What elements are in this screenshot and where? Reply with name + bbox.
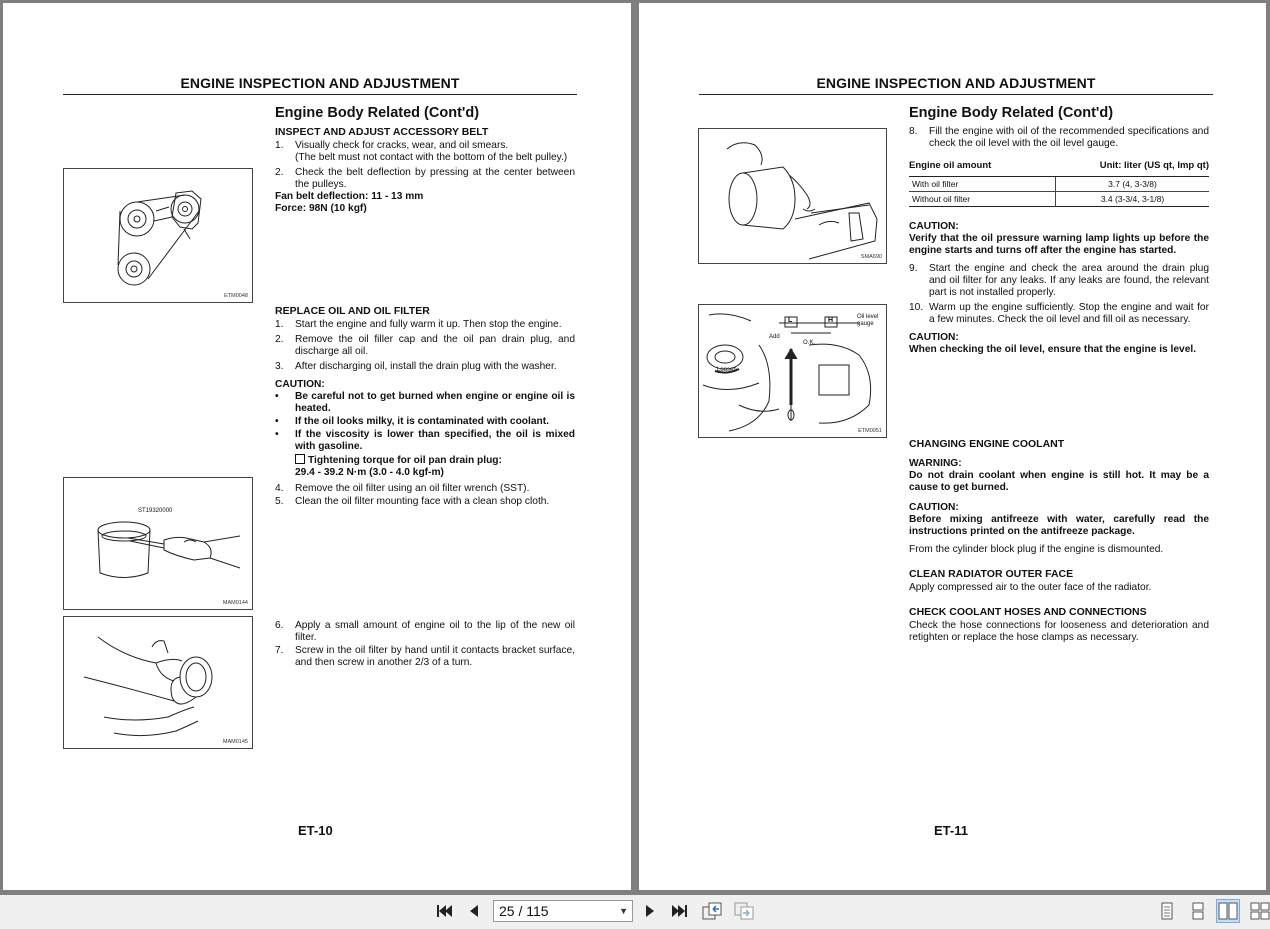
steps-9-10 (909, 263, 1209, 326)
figure-code: MAM0144 (222, 600, 248, 606)
oil-gauge-figure (698, 304, 887, 438)
pour-oil-drawing (699, 129, 888, 265)
list-item: 3. After discharging oil, install the drain plug with the washer. (275, 361, 557, 372)
first-page-icon[interactable] (432, 899, 456, 923)
page-indicator: 25 / 115 (499, 903, 549, 919)
belt-heading: INSPECT AND ADJUST ACCESSORY BELT (275, 126, 489, 138)
header-rule (63, 94, 577, 95)
list-item: 4. Remove the oil filter using an oil filter wrench (SST). (275, 483, 530, 494)
right-text-column (909, 105, 1209, 644)
oil-steps-3 (275, 620, 575, 669)
gauge-ok-label: O.K. (803, 340, 816, 346)
gauge-H-label: H (828, 317, 834, 324)
single-page-view-icon[interactable] (1155, 899, 1179, 923)
list-item: • Be careful not to get burned when engine or engine oil is heated. (275, 391, 575, 414)
tool-label: ST19320000 (138, 508, 173, 514)
caution-label: CAUTION: (909, 221, 959, 232)
list-item: • If the viscosity is lower than specified, the oil is mixed with gasoline. (275, 429, 575, 452)
caution-list (275, 391, 575, 453)
belt-force-spec: Force: 98N (10 kgf) (275, 203, 367, 214)
coolant-note: From the cylinder block plug if the engine is dismounted. (909, 544, 1164, 555)
gauge-loosen-label: Loosen (717, 367, 737, 373)
viewer-toolbar (0, 895, 1270, 929)
torque-icon (295, 454, 305, 464)
radiator-text: Apply compressed air to the outer face of the radiator. (909, 582, 1152, 593)
coolant-heading: CHANGING ENGINE COOLANT (909, 438, 1065, 450)
hoses-text: Check the hose connections for looseness and deterioration and retighten or replace the hose clamps as necessary. (909, 620, 1209, 643)
oil-steps (275, 319, 575, 373)
oil-amount-unit: Unit: liter (US qt, Imp qt) (1099, 160, 1209, 171)
figure-code: MAM0145 (222, 739, 248, 745)
section-title: Engine Body Related (Cont'd) (909, 105, 1114, 121)
list-item: • If the oil looks milky, it is contaminated with coolant. (275, 416, 549, 427)
warning-text: Do not drain coolant when engine is still hot. It may be a cause to get burned. (909, 470, 1209, 493)
belt-deflection-spec: Fan belt deflection: 11 - 13 mm (275, 191, 424, 202)
belt-steps (275, 140, 575, 191)
list-item: 5. Clean the oil filter mounting face with a clean shop cloth. (275, 496, 550, 507)
list-item: 8. Fill the engine with oil of the recommended specifications and check the oil level with the oil level gauge. (909, 126, 1209, 149)
section-title: Engine Body Related (Cont'd) (275, 105, 480, 121)
page-number: ET-10 (298, 823, 333, 838)
prev-page-icon[interactable] (462, 899, 486, 923)
list-item: 6. Apply a small amount of engine oil to the lip of the new oil filter. (275, 620, 575, 643)
caution-text: Before mixing antifreeze with water, carefully read the instructions printed on the antifreeze package. (909, 514, 1209, 537)
list-item: 1. Visually check for cracks, wear, and oil smears. (275, 140, 509, 151)
chevron-down-icon[interactable]: ▼ (619, 906, 628, 916)
caution-label: CAUTION: (275, 379, 325, 390)
belt-figure (63, 168, 253, 303)
left-text-column (275, 105, 575, 672)
list-item: 1. Start the engine and fully warm it up. Then stop the engine. (275, 319, 562, 330)
hoses-heading: CHECK COOLANT HOSES AND CONNECTIONS (909, 606, 1147, 618)
page-header: ENGINE INSPECTION AND ADJUSTMENT (180, 75, 460, 91)
table-row: With oil filter 3.7 (4, 3-3/8) (909, 177, 1209, 192)
wrench-figure (63, 477, 253, 610)
caution-text: When checking the oil level, ensure that the engine is level. (909, 344, 1197, 355)
oil-amount-table (909, 160, 1209, 207)
list-item: 2. Check the belt deflection by pressing at the center between the pulleys. (275, 167, 575, 190)
last-page-icon[interactable] (668, 899, 692, 923)
left-page (3, 3, 631, 890)
continuous-view-icon[interactable] (1186, 899, 1210, 923)
go-forward-icon[interactable] (732, 899, 756, 923)
caution-label: CAUTION: (909, 332, 959, 343)
caution-label: CAUTION: (909, 502, 959, 513)
table-row: Without oil filter 3.4 (3-3/4, 3-1/8) (909, 192, 1209, 207)
next-page-icon[interactable] (638, 899, 662, 923)
go-back-icon[interactable] (700, 899, 724, 923)
filter-figure (63, 616, 253, 749)
torque-label: Tightening torque for oil pan drain plug: (308, 455, 502, 466)
two-page-view-icon[interactable] (1216, 899, 1240, 923)
list-item: 9. Start the engine and check the area around the drain plug and oil filter for any leaks. If any leaks are found, the relevant part is not installed properly. (909, 263, 1209, 298)
list-item: 10. Warm up the engine sufficiently. Stop the engine and wait for a few minutes. Check the oil level and fill oil as necessary. (909, 302, 1209, 325)
header-rule (699, 94, 1213, 95)
caution-text: Verify that the oil pressure warning lamp lights up before the engine starts and turns off after the engine has started. (909, 233, 1209, 256)
figure-code: ETM0048 (224, 293, 248, 299)
belt-drawing (64, 169, 254, 304)
oil-steps-2 (275, 483, 575, 508)
filter-drawing (64, 617, 254, 750)
list-item: 2. Remove the oil filler cap and the oil pan drain plug, and discharge all oil. (275, 334, 575, 357)
gauge-L-label: L (788, 317, 793, 324)
page-number: ET-11 (934, 823, 968, 838)
pour-oil-figure (698, 128, 887, 264)
step-8 (909, 126, 1209, 150)
radiator-heading: CLEAN RADIATOR OUTER FACE (909, 568, 1074, 580)
oil-amount-rows (909, 177, 1209, 207)
torque-spec (275, 454, 575, 479)
right-page (639, 3, 1266, 890)
torque-value: 29.4 - 39.2 N·m (3.0 - 4.0 kgf-m) (295, 467, 444, 478)
page-header: ENGINE INSPECTION AND ADJUSTMENT (816, 75, 1096, 91)
figure-code: SMA690 (860, 254, 882, 260)
wrench-drawing (64, 478, 254, 611)
figure-code: ETM0051 (858, 428, 882, 434)
list-item: 7. Screw in the oil filter by hand until it contacts bracket surface, and then screw in another 2/3 of a turn. (275, 645, 575, 668)
warning-label: WARNING: (909, 458, 962, 469)
gauge-oil-level-label: Oil level gauge (857, 314, 879, 327)
oil-amount-label: Engine oil amount (909, 160, 992, 171)
two-page-continuous-icon[interactable] (1248, 899, 1270, 923)
gauge-add-label: Add (769, 334, 780, 340)
oil-heading: REPLACE OIL AND OIL FILTER (275, 305, 430, 317)
list-item: (The belt must not contact with the bottom of the belt pulley.) (295, 152, 568, 163)
page-number-input[interactable] (493, 900, 633, 922)
